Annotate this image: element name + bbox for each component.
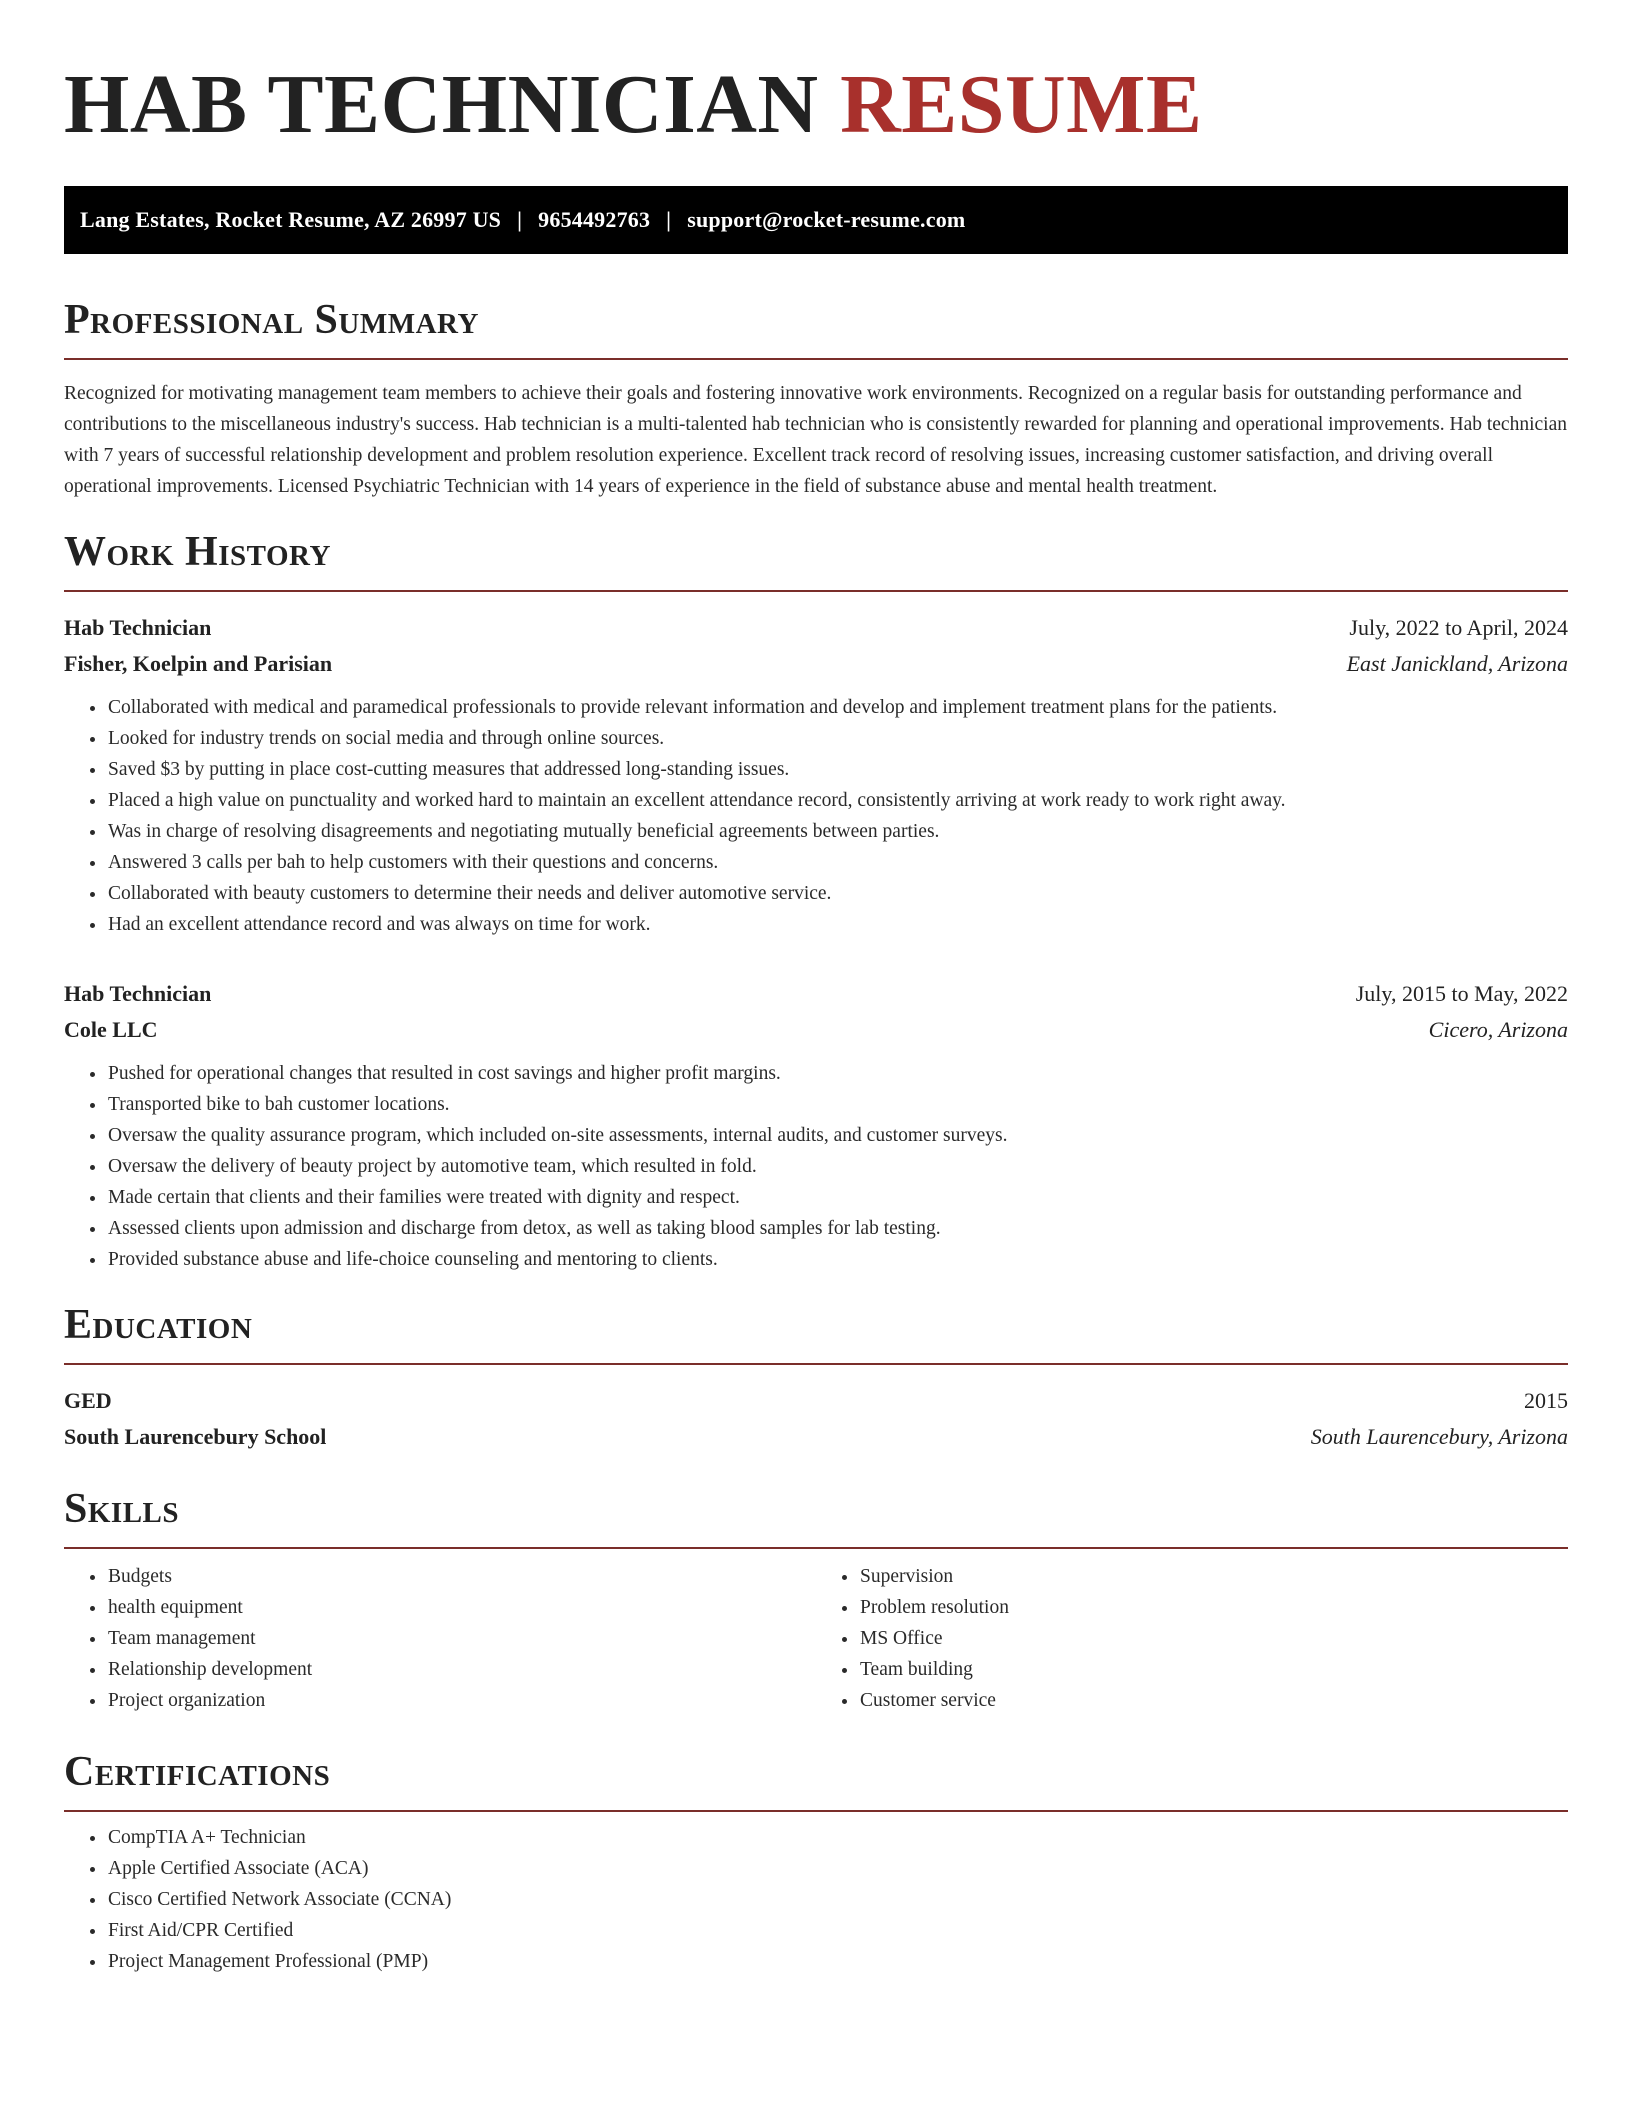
list-item: • Answered 3 calls per bah to help customers with their questions and concerns. [107,847,1568,878]
title-accent: RESUME [840,58,1203,151]
list-item: • First Aid/CPR Certified [107,1915,1568,1946]
list-item: • Made certain that clients and their families were treated with dignity and respect. [107,1182,1568,1213]
contact-email: support@rocket-resume.com [687,207,966,232]
job-location: East Janickland, Arizona [1346,651,1568,676]
list-item: • Budgets [107,1561,816,1592]
list-item: • Customer service [859,1685,1568,1716]
summary-heading: Professional Summary [64,297,479,343]
summary-divider [64,358,1568,360]
job-company: Fisher, Koelpin and Parisian [64,651,333,676]
list-item: • health equipment [107,1592,816,1623]
certifications-divider [64,1810,1568,1812]
list-item: • Collaborated with beauty customers to determine their needs and deliver automotive service. [107,878,1568,909]
job-location: Cicero, Arizona [1428,1017,1568,1042]
skills-list-left [64,1561,816,1716]
job-dates: July, 2015 to May, 2022 [1355,981,1568,1006]
job-company: Cole LLC [64,1017,158,1042]
education-degree: GED [64,1388,112,1413]
list-item: • Assessed clients upon admission and discharge from detox, as well as taking blood samples for lab testing. [107,1213,1568,1244]
work-history-divider [64,590,1568,592]
certifications-list [64,1822,1568,1977]
contact-phone: 9654492763 [538,207,651,232]
job-title: Hab Technician [64,981,212,1006]
certifications-heading: Certifications [64,1749,331,1795]
education-location: South Laurencebury, Arizona [1310,1424,1568,1449]
list-item: • Provided substance abuse and life-choice counseling and mentoring to clients. [107,1244,1568,1275]
contact-separator: | [517,207,523,232]
list-item: • Collaborated with medical and paramedical professionals to provide relevant information and develop and implement treatment plans for the patients. [107,692,1568,723]
list-item: • MS Office [859,1623,1568,1654]
education-divider [64,1363,1568,1365]
work-history-heading: Work History [64,529,331,575]
list-item: • Saved $3 by putting in place cost-cutting measures that addressed long-standing issues. [107,754,1568,785]
title-main: HAB TECHNICIAN [64,58,819,151]
list-item: • Was in charge of resolving disagreements and negotiating mutually beneficial agreements between parties. [107,816,1568,847]
skills-divider [64,1547,1568,1549]
contact-separator: | [666,207,672,232]
list-item: • Oversaw the quality assurance program, which included on-site assessments, internal audits, and customer surveys. [107,1120,1568,1151]
list-item: • Project Management Professional (PMP) [107,1946,1568,1977]
list-item: • Cisco Certified Network Associate (CCNA) [107,1884,1568,1915]
list-item: • Project organization [107,1685,816,1716]
list-item: • Apple Certified Associate (ACA) [107,1853,1568,1884]
skills-heading: Skills [64,1486,180,1532]
list-item: • Placed a high value on punctuality and worked hard to maintain an excellent attendance record, consistently arriving at work ready to work right away. [107,785,1568,816]
education-heading: Education [64,1302,253,1348]
list-item: • Had an excellent attendance record and was always on time for work. [107,909,1568,940]
contact-bar [64,186,1568,254]
job-entry [64,610,1568,940]
list-item: • Transported bike to bah customer locations. [107,1089,1568,1120]
list-item: • CompTIA A+ Technician [107,1822,1568,1853]
summary-text: Recognized for motivating management team members to achieve their goals and fostering innovative work environments. Recognized on a regular basis for outstanding performance and contributions to the miscellaneous industry's success. Hab technician is a multi-talented hab technician who is consistently rewarded for planning and operational improvements. Hab technician with 7 years of successful relationship development and problem resolution experience. Excellent track record of resolving issues, increasing customer satisfaction, and driving overall operational improvements. Licensed Psychiatric Technician with 14 years of experience in the field of substance abuse and mental health treatment. [64,383,1567,497]
list-item: • Pushed for operational changes that resulted in cost savings and higher profit margins. [107,1058,1568,1089]
job-dates: July, 2022 to April, 2024 [1349,615,1568,640]
job-bullets [64,692,1568,940]
list-item: • Supervision [859,1561,1568,1592]
list-item: • Looked for industry trends on social media and through online sources. [107,723,1568,754]
job-title: Hab Technician [64,615,212,640]
education-school: South Laurencebury School [64,1424,327,1449]
list-item: • Team building [859,1654,1568,1685]
skills-list-right [816,1561,1568,1716]
resume-title [64,58,1568,152]
list-item: • Oversaw the delivery of beauty project by automotive team, which resulted in fold. [107,1151,1568,1182]
list-item: • Relationship development [107,1654,816,1685]
skills-grid [64,1561,1568,1716]
list-item: • Problem resolution [859,1592,1568,1623]
job-entry [64,976,1568,1275]
job-bullets [64,1058,1568,1275]
education-year: 2015 [1524,1388,1568,1413]
list-item: • Team management [107,1623,816,1654]
contact-address: Lang Estates, Rocket Resume, AZ 26997 US [80,207,502,232]
education-entry [64,1383,1568,1455]
